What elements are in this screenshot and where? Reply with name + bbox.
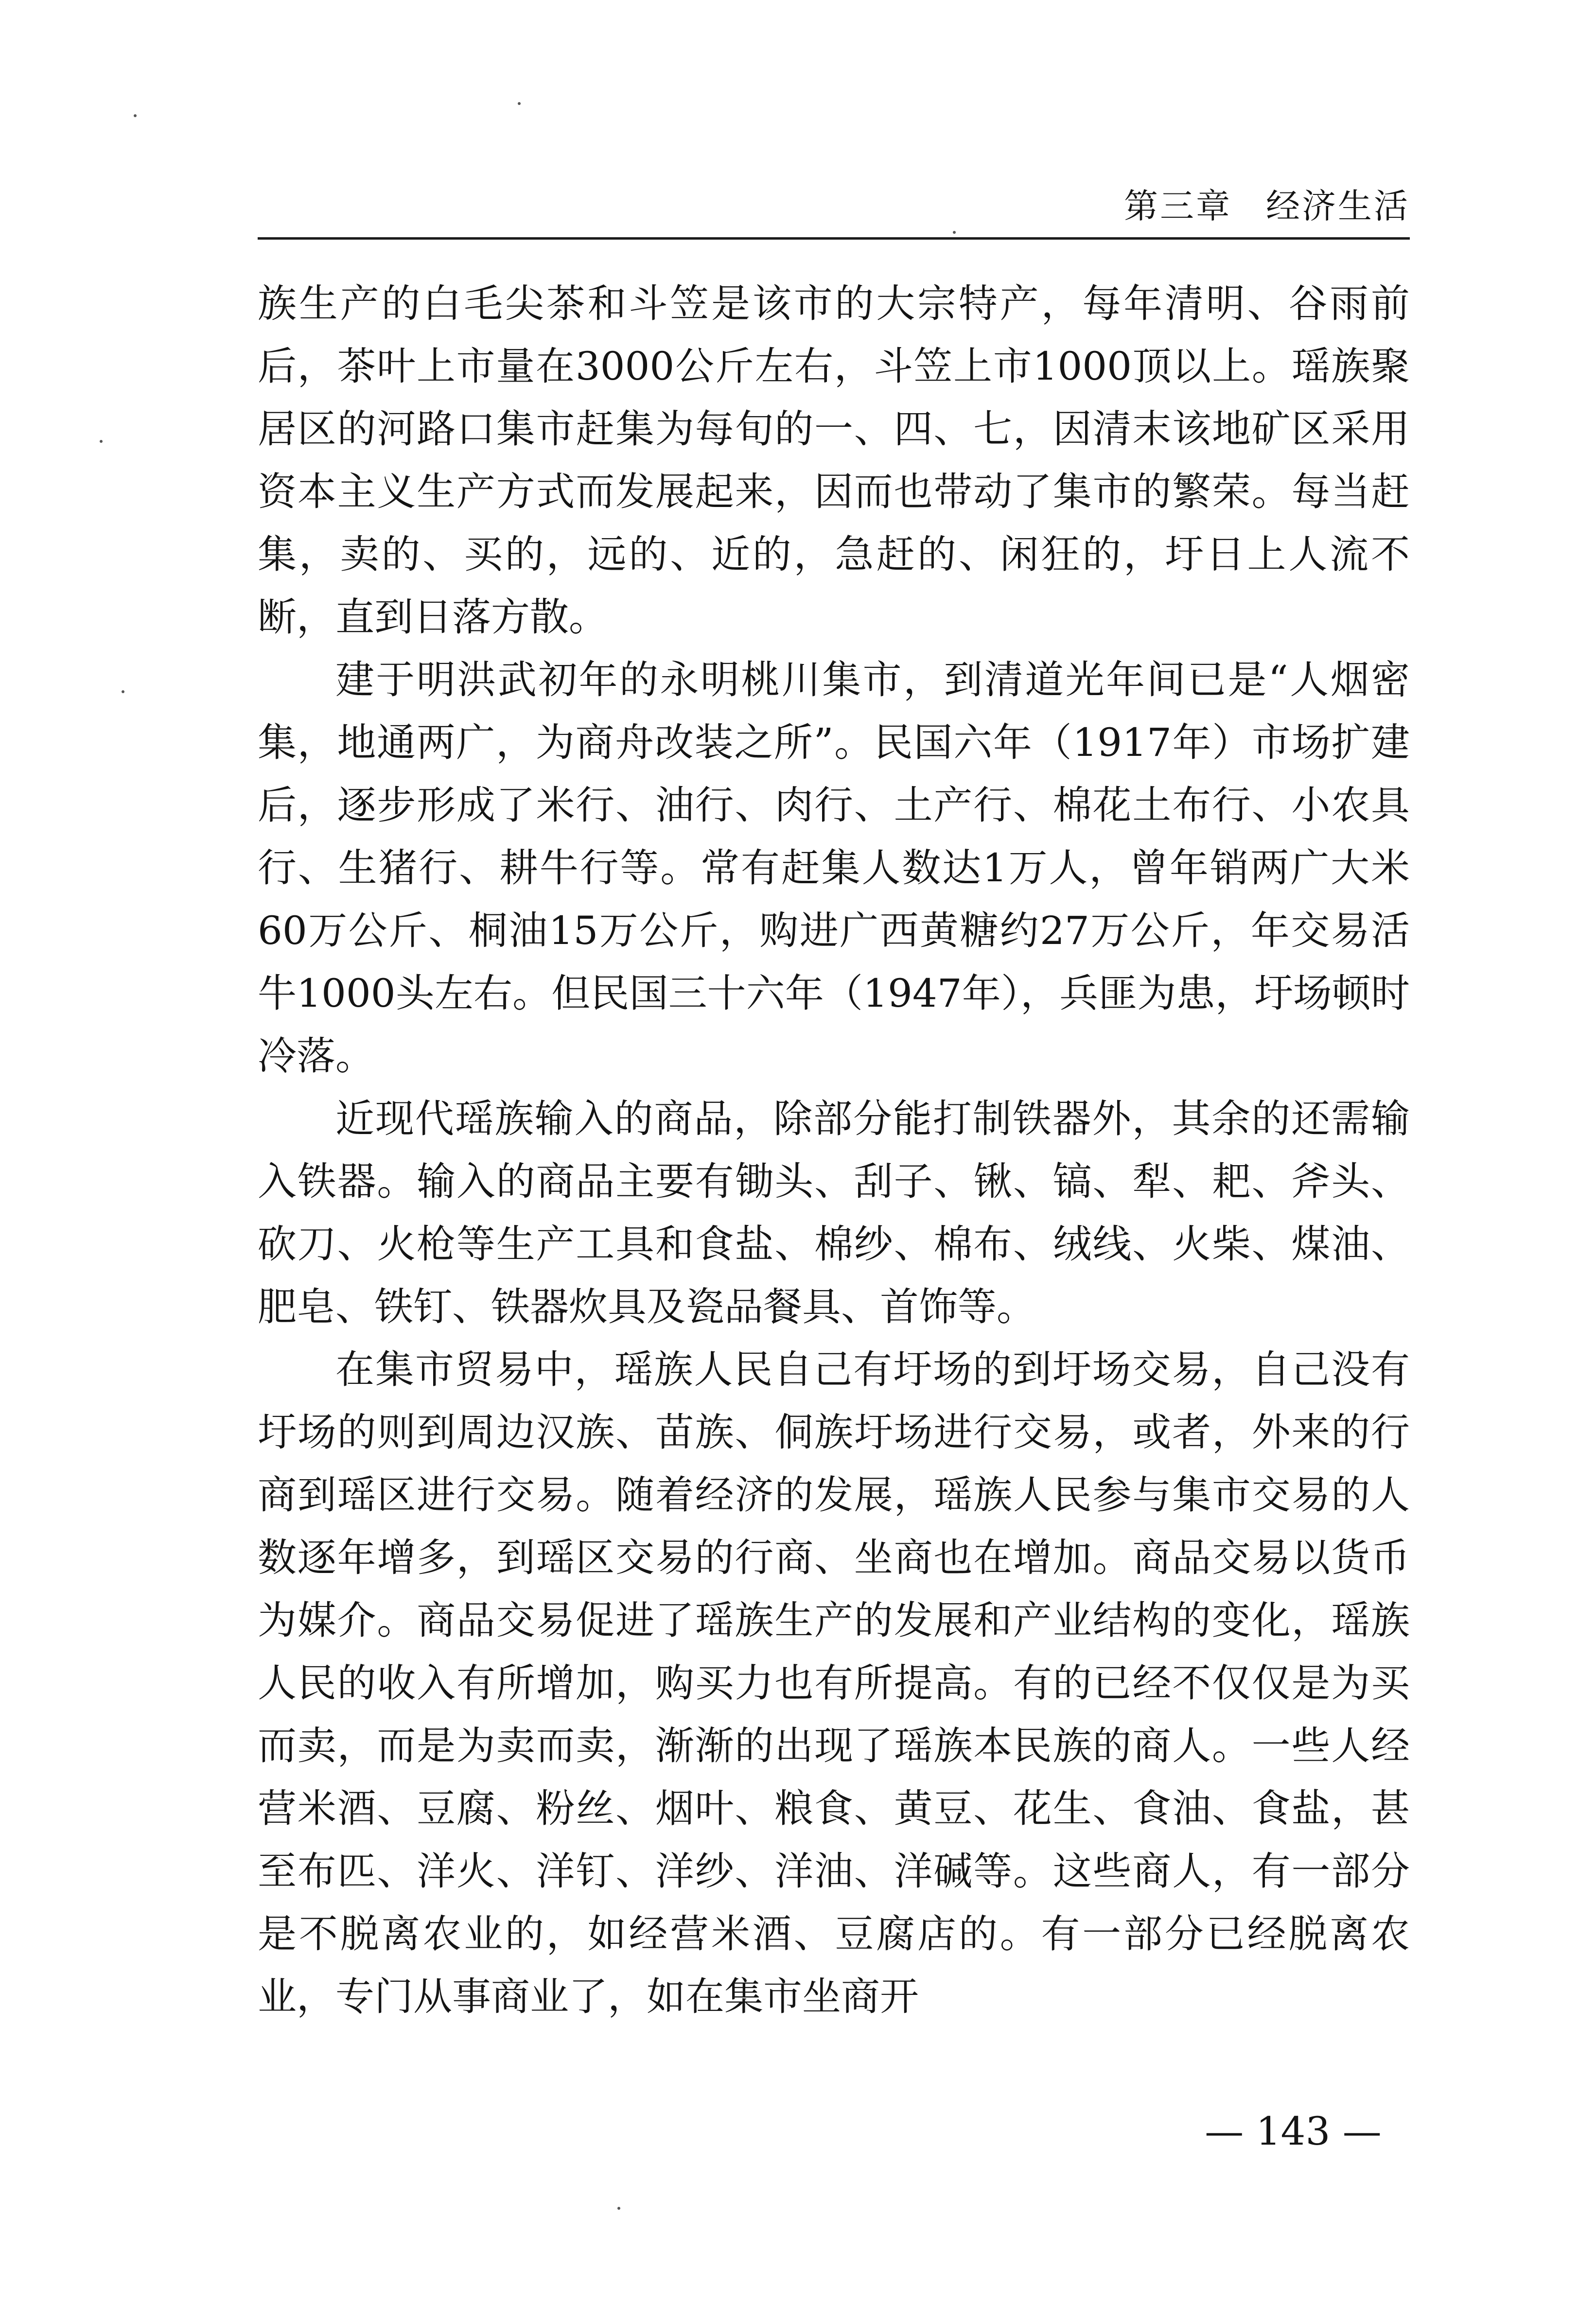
paragraph-market-trade: 在集市贸易中，瑶族人民自己有圩场的到圩场交易，自己没有圩场的则到周边汉族、苗族、侗族圩场进行交易，或者，外来的行商到瑶区进行交易。随着经济的发展，瑶族人民参与集市交易的人数逐年增多，到瑶区交易的行商、坐商也在增加。商品交易以货币为媒介。商品交易促进了瑶族生产的发展和产业结构的变化，瑶族人民的收入有所增加，购买力也有所提高。有的已经不仅仅是为买而卖，而是为卖而卖，渐渐的出现了瑶族本民族的商人。一些人经营米酒、豆腐、粉丝、烟叶、粮食、黄豆、花生、食油、食盐，甚至布匹、洋火、洋钉、洋纱、洋油、洋碱等。这些商人，有一部分是不脱离农业的，如经营米酒、豆腐店的。有一部分已经脱离农业，专门从事商业了，如在集市坐商开 <box>258 1347 1410 2019</box>
running-head <box>258 181 1410 232</box>
scan-speck <box>122 690 124 693</box>
chapter-number: 第三章 <box>1124 186 1232 226</box>
scan-speck <box>100 440 103 443</box>
scan-speck <box>953 231 956 234</box>
paragraph-imported-goods: 近现代瑶族输入的商品，除部分能打制铁器外，其余的还需输入铁器。输入的商品主要有锄头、刮子、锹、镐、犁、耙、斧头、砍刀、火枪等生产工具和食盐、棉纱、棉布、绒线、火柴、煤油、肥皂、铁钉、铁器炊具及瓷品餐具、首饰等。 <box>258 1096 1410 1329</box>
paragraph-taochuan-market: 建于明洪武初年的永明桃川集市，到清道光年间已是“人烟密集，地通两广，为商舟改装之所”。民国六年（1917年）市场扩建后，逐步形成了米行、油行、肉行、土产行、棉花土布行、小农具行、生猪行、耕牛行等。常有赶集人数达1万人，曾年销两广大米60万公斤、桐油15万公斤，购进广西黄糖约27万公斤，年交易活牛1000头左右。但民国三十六年（1947年），兵匪为患，圩场顿时冷落。 <box>258 657 1410 1079</box>
body-text <box>258 272 1410 2028</box>
chapter-title: 经济生活 <box>1266 186 1410 226</box>
scan-speck <box>617 2207 620 2210</box>
page-number: — 143 — <box>1205 2109 1382 2154</box>
header-rule <box>258 237 1410 240</box>
paragraph-continued: 族生产的白毛尖茶和斗笠是该市的大宗特产，每年清明、谷雨前后，茶叶上市量在3000公斤左右，斗笠上市1000顶以上。瑶族聚居区的河路口集市赶集为每旬的一、四、七，因清末该地矿区采用资本主义生产方式而发展起来，因而也带动了集市的繁荣。每当赶集，卖的、买的，远的、近的，急赶的、闲狂的，圩日上人流不断，直到日落方散。 <box>258 281 1410 640</box>
scan-speck <box>518 102 521 105</box>
scan-speck <box>134 114 137 117</box>
